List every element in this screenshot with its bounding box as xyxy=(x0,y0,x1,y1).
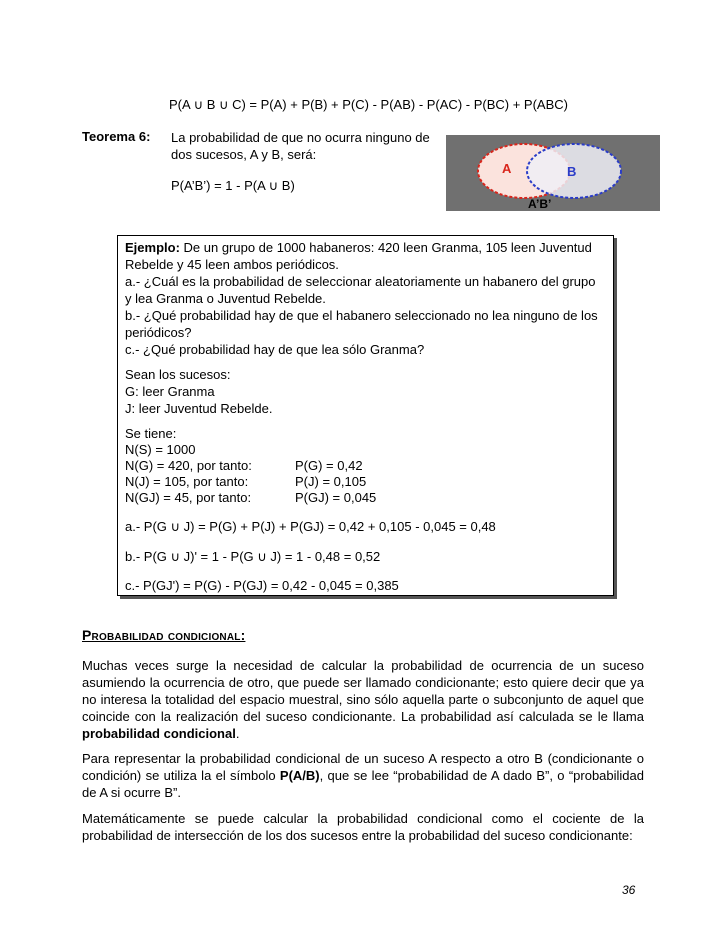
pg-value: P(G) = 0,42 xyxy=(295,458,363,473)
suceso-j: J: leer Juventud Rebelde. xyxy=(125,401,273,416)
teorema-6-formula: P(A’B’) = 1 - P(A ∪ B) xyxy=(171,178,295,193)
paragraph-notation-text: Para representar la probabilidad condicional de un suceso A respecto a otro B (condicionante o condición) se utiliza la el símbolo xyxy=(82,751,644,783)
venn-label-complement: A’B’ xyxy=(528,197,552,211)
ejemplo-line-1 xyxy=(125,240,592,255)
page-number: 36 xyxy=(622,883,636,897)
formula-union-three-events: P(A ∪ B ∪ C) = P(A) + P(B) + P(C) - P(AB) - P(AC) - P(BC) + P(ABC) xyxy=(169,97,568,112)
answer-b: b.- P(G ∪ J)' = 1 - P(G ∪ J) = 1 - 0,48 = 0,52 xyxy=(125,549,381,564)
ns-value: N(S) = 1000 xyxy=(125,442,196,457)
teorema-6-label: Teorema 6: xyxy=(82,129,151,144)
venn-diagram xyxy=(446,135,660,211)
paragraph-intro xyxy=(82,657,644,742)
venn-label-b: B xyxy=(567,164,577,179)
teorema-6-line-1: La probabilidad de que no ocurra ninguno de xyxy=(171,130,430,145)
ejemplo-line-7: c.- ¿Qué probabilidad hay de que lea sólo Granma? xyxy=(125,342,425,357)
sucesos-heading: Sean los sucesos: xyxy=(125,367,231,382)
paragraph-intro-text: Muchas veces surge la necesidad de calcular la probabilidad de ocurrencia de un suceso asumiendo la ocurrencia de otro, que puede ser llamado condicionante; esto quiere decir que ya no interesa la totalidad del espacio muestral, sino sólo aquella parte o subconjunto de aquel que coincide con la realización del suceso condicionante. La probabilidad así calculada se le llama xyxy=(82,658,644,724)
suceso-g: G: leer Granma xyxy=(125,384,215,399)
paragraph-notation xyxy=(82,750,644,801)
paragraph-intro-bold: probabilidad condicional xyxy=(82,726,236,741)
venn-label-a: A xyxy=(502,161,512,176)
teorema-6-statement xyxy=(171,129,430,163)
ejemplo-heading: Ejemplo: xyxy=(125,240,180,255)
ngj-row-left: N(GJ) = 45, por tanto: xyxy=(125,490,252,505)
pgj-value: P(GJ) = 0,045 xyxy=(295,490,377,505)
paragraph-notation-end: , que se lee “probabilidad de A dado B”, o “probabilidad de A si ocurre B”. xyxy=(82,768,644,800)
answer-a: a.- P(G ∪ J) = P(G) + P(J) + P(GJ) = 0,42 + 0,105 - 0,045 = 0,48 xyxy=(125,519,496,534)
ejemplo-line-3: a.- ¿Cuál es la probabilidad de seleccionar aleatoriamente un habanero del grupo xyxy=(125,274,596,289)
pj-value: P(J) = 0,105 xyxy=(295,474,367,489)
teorema-6-line-2: dos sucesos, A y B, será: xyxy=(171,147,317,162)
ejemplo-box xyxy=(117,235,614,596)
paragraph-notation-symbol: P(A/B) xyxy=(279,768,320,783)
ejemplo-line-2: Rebelde y 45 leen ambos periódicos. xyxy=(125,257,339,272)
answer-c: c.- P(GJ') = P(G) - P(GJ) = 0,42 - 0,045 = 0,385 xyxy=(125,578,399,593)
se-tiene-heading: Se tiene: xyxy=(125,426,177,441)
ejemplo-line-6: periódicos? xyxy=(125,325,192,340)
nj-row-left: N(J) = 105, por tanto: xyxy=(125,474,249,489)
paragraph-intro-end: . xyxy=(235,726,240,741)
section-title-probabilidad-condicional: Probabilidad condicional: xyxy=(82,627,246,643)
ng-row-left: N(G) = 420, por tanto: xyxy=(125,458,252,473)
ejemplo-line-5: b.- ¿Qué probabilidad hay de que el habanero seleccionado no lea ninguno de los xyxy=(125,308,598,323)
paragraph-formula-intro: Matemáticamente se puede calcular la probabilidad condicional como el cociente de la probabilidad de intersección de los dos sucesos entre la probabilidad del suceso condicionante: xyxy=(82,811,644,843)
ejemplo-line-4: y lea Granma o Juventud Rebelde. xyxy=(125,291,326,306)
ejemplo-statement-start: De un grupo de 1000 habaneros: 420 leen Granma, 105 leen Juventud xyxy=(179,240,592,255)
